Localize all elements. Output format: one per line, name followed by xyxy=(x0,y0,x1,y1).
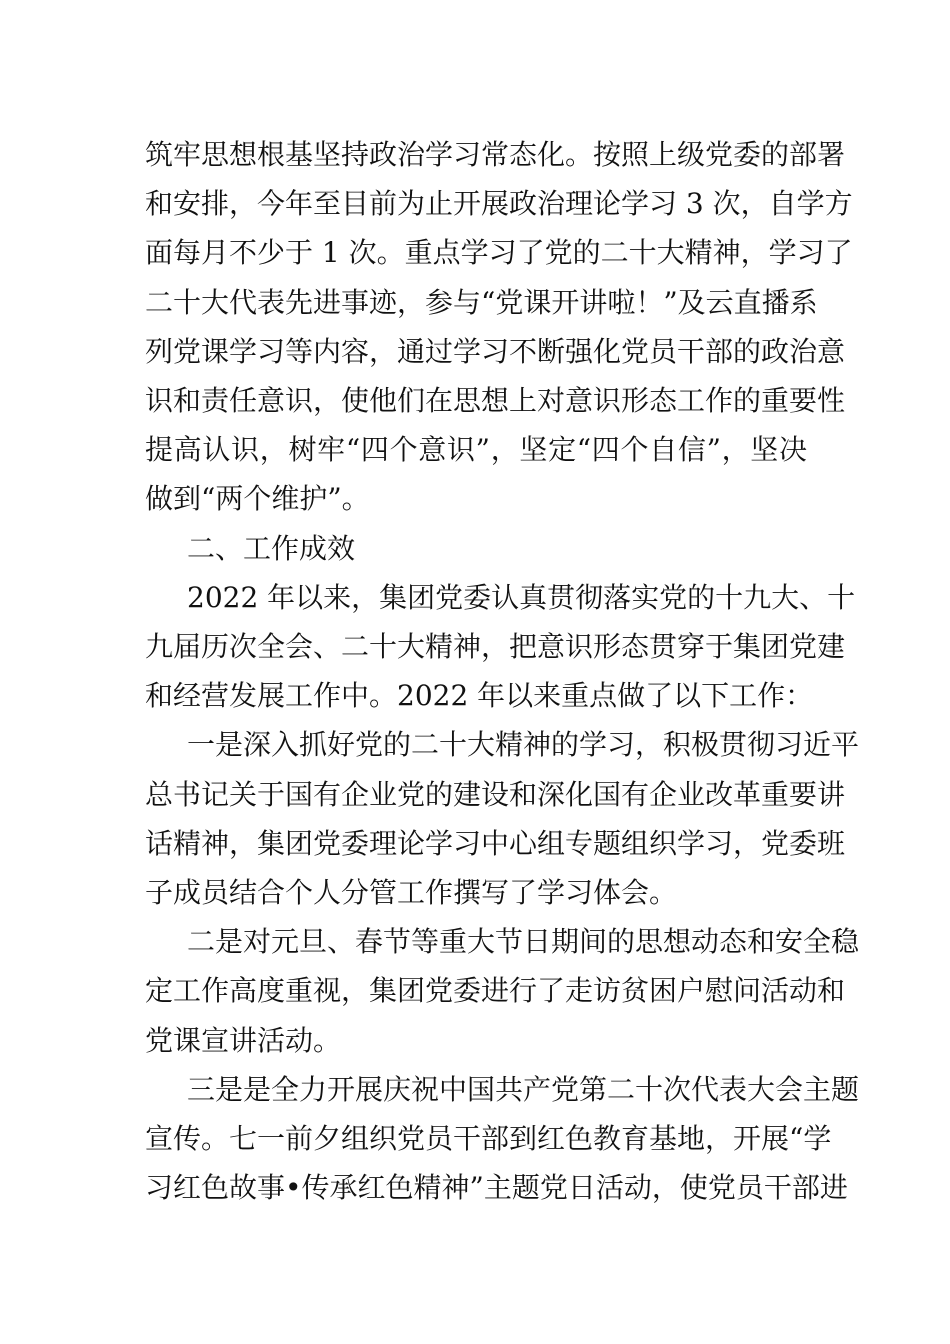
paragraph-item-two xyxy=(145,917,860,1065)
text-line: 提高认识，树牢“四个意识”，坚定“四个自信”，坚决 xyxy=(145,433,807,467)
paragraph-ideological-study xyxy=(145,130,853,524)
text-line: 面每月不少于 1 次。重点学习了党的二十大精神，学习了 xyxy=(145,236,853,270)
text-line: 筑牢思想根基坚持政治学习常态化。按照上级党委的部署 xyxy=(145,138,846,171)
text-line: 2022 年以来，集团党委认真贯彻落实党的十九大、十 xyxy=(187,580,856,614)
text-line: 习红色故事•传承红色精神”主题党日活动，使党员干部进 xyxy=(145,1171,848,1205)
section-heading-text: 二、工作成效 xyxy=(187,531,356,565)
text-line: 列党课学习等内容，通过学习不断强化党员干部的政治意 xyxy=(145,334,846,368)
text-line: 二十大代表先进事迹，参与“党课开讲啦！”及云直播系 xyxy=(145,285,818,319)
text-line: 做到“两个维护”。 xyxy=(145,482,370,516)
document-page xyxy=(145,130,860,1212)
text-line: 总书记关于国有企业党的建设和深化国有企业改革重要讲 xyxy=(145,777,846,811)
text-line: 一是深入抓好党的二十大精神的学习，积极贯彻习近平 xyxy=(187,728,860,762)
paragraph-item-one xyxy=(145,720,860,917)
text-line: 三是是全力开展庆祝中国共产党第二十次代表大会主题 xyxy=(187,1072,860,1106)
text-line: 定工作高度重视，集团党委进行了走访贫困户慰问活动和 xyxy=(145,974,846,1008)
text-line: 党课宣讲活动。 xyxy=(145,1023,342,1057)
text-line: 宣传。七一前夕组织党员干部到红色教育基地，开展“学 xyxy=(145,1122,832,1156)
text-line: 二是对元旦、春节等重大节日期间的思想动态和安全稳 xyxy=(187,925,860,959)
text-line: 和经营发展工作中。2022 年以来重点做了以下工作： xyxy=(145,679,814,713)
paragraph-item-three xyxy=(145,1065,860,1213)
section-heading xyxy=(145,524,807,573)
text-line: 九届历次全会、二十大精神，把意识形态贯穿于集团党建 xyxy=(145,630,846,664)
text-line: 子成员结合个人分管工作撰写了学习体会。 xyxy=(145,876,678,910)
text-line: 和安排，今年至目前为止开展政治理论学习 3 次，自学方 xyxy=(145,187,853,221)
text-line: 话精神，集团党委理论学习中心组专题组织学习，党委班 xyxy=(145,826,846,860)
paragraph-overview xyxy=(145,573,856,721)
text-line: 识和责任意识，使他们在思想上对意识形态工作的重要性 xyxy=(145,384,846,418)
